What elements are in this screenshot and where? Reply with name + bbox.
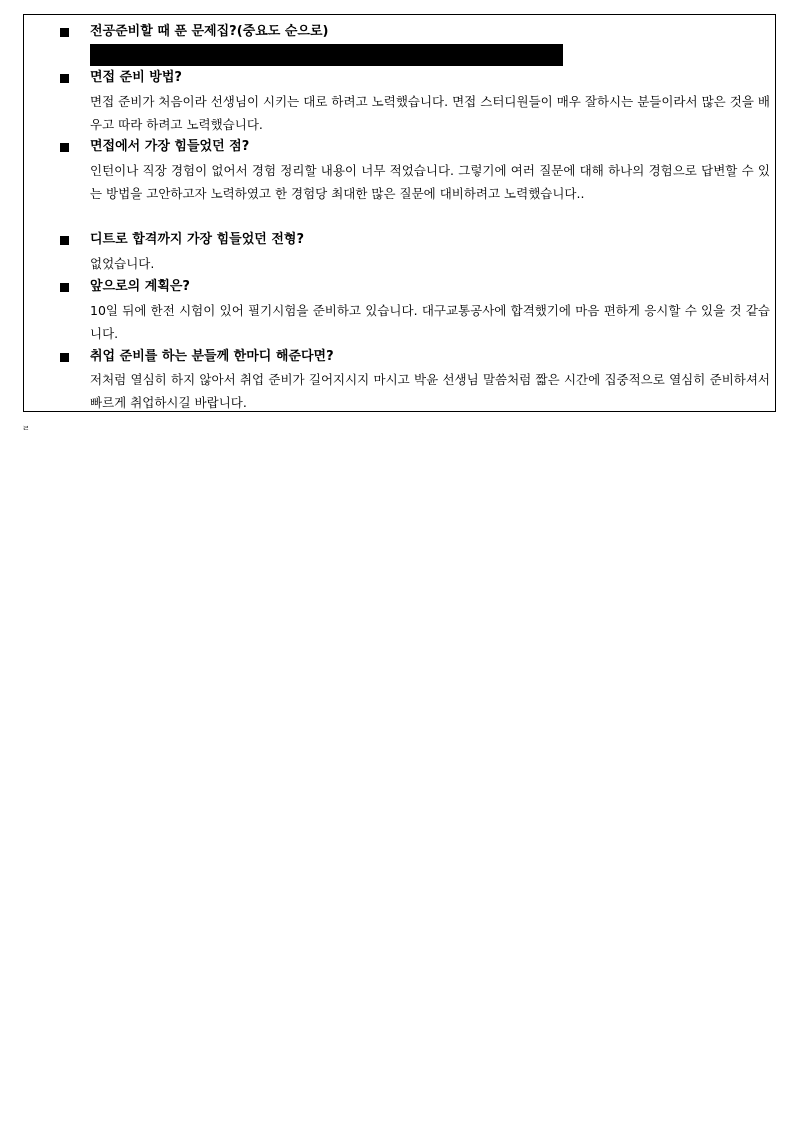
question-hardest-stage: 디트로 합격까지 가장 힘들었던 전형? — [90, 232, 305, 247]
answer-hardest-stage: 없었습니다. — [90, 256, 155, 271]
answer-advice: 저처럼 열심히 하지 않아서 취업 준비가 길어지시지 마시고 박윤 선생님 말씀처럼 짧은 시간에 집중적으로 열심히 준비하셔서 빠르게 취업하시길 바랍니다. — [90, 372, 770, 410]
answer-interview-difficulty: 인턴이나 직장 경험이 없어서 경험 정리할 내용이 너무 적었습니다. 그렇기에 여러 질문에 대해 하나의 경험으로 답변할 수 있는 방법을 고안하고자 노력하였고 한 경험당 최대한 많은 질문에 대비하려고 노력했습니다.. — [90, 163, 770, 201]
question-study-books: 전공준비할 때 푼 문제집?(중요도 순으로) — [90, 24, 329, 39]
answer-future-plans: 10일 뒤에 한전 시험이 있어 필기시험을 준비하고 있습니다. 대구교통공사에 합격했기에 마음 편하게 응시할 수 있을 것 같습니다. — [90, 303, 770, 341]
square-bullet-icon — [60, 143, 69, 152]
square-bullet-icon — [60, 74, 69, 83]
square-bullet-icon — [60, 353, 69, 362]
question-future-plans: 앞으로의 계획은? — [90, 279, 190, 294]
footer-mark: ㄹ — [22, 424, 30, 433]
square-bullet-icon — [60, 28, 69, 37]
question-advice: 취업 준비를 하는 분들께 한마디 해준다면? — [90, 349, 334, 364]
question-interview-difficulty: 면접에서 가장 힘들었던 점? — [90, 139, 250, 154]
square-bullet-icon — [60, 283, 69, 292]
question-interview-prep: 면접 준비 방법? — [90, 70, 182, 85]
redacted-answer — [90, 44, 563, 66]
qa-box — [23, 14, 776, 412]
answer-interview-prep: 면접 준비가 처음이라 선생님이 시키는 대로 하려고 노력했습니다. 면접 스터디원들이 매우 잘하시는 분들이라서 많은 것을 배우고 따라 하려고 노력했습니다. — [90, 94, 770, 132]
square-bullet-icon — [60, 236, 69, 245]
